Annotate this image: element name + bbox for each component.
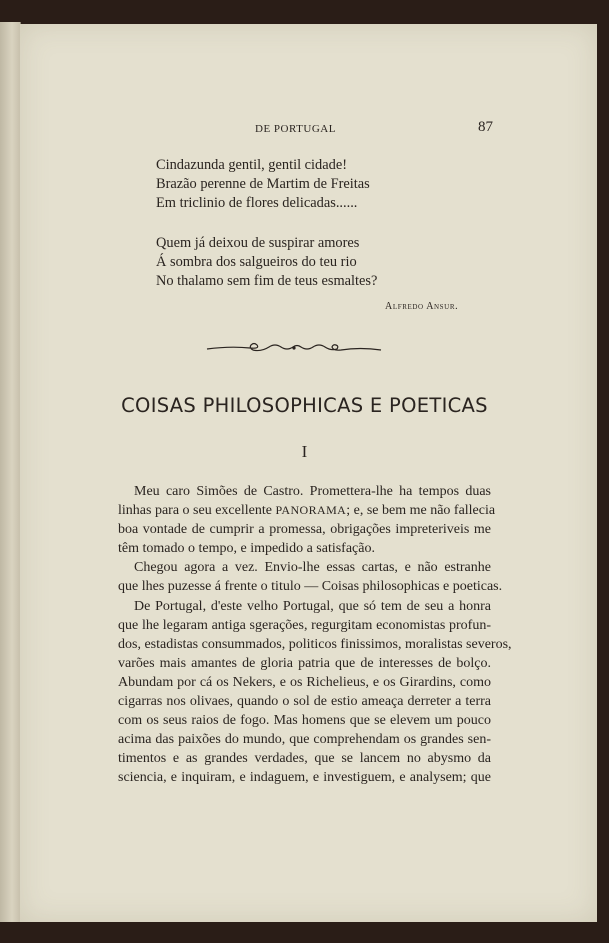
paragraph-line: sciencia, e inquiram, e indaguem, e investiguem, e analysem; que (118, 770, 491, 786)
poem-line: No thalamo sem fim de teus esmaltes? (156, 273, 378, 289)
book-spine-edge (0, 22, 21, 922)
paragraph-line: boa vontade de cumprir a promessa, obrigações impreteriveis me (118, 522, 491, 538)
paragraph-line: têm tomado o tempo, e impedido a satisfação. (118, 541, 375, 557)
paragraph-line: linhas para o seu excellente PANORAMA; e, se bem me não fallecia (118, 503, 496, 519)
poem-line: Brazão perenne de Martim de Freitas (156, 176, 370, 192)
poem-line: Á sombra dos salgueiros do teu rio (156, 254, 357, 270)
section-number: I (301, 442, 308, 461)
poem-stanza-2 (156, 234, 377, 291)
running-head: DE PORTUGAL (255, 123, 336, 135)
paragraph-line: cigarras nos olivaes, quando o sol de estio ameaça derreter a terra (118, 694, 491, 710)
paragraph-line: com os seus raios de fogo. Mas homens que se elevem um pouco (118, 713, 491, 729)
paragraph-line: De Portugal, d'este velho Portugal, que só tem de seu a honra (134, 598, 491, 614)
paragraph-line: varões mais amantes de gloria patria que de interesses de bolço. (118, 655, 491, 671)
poem-author: Alfredo Ansur. (385, 301, 459, 312)
paragraph-line: Abundam por cá os Nekers, e os Richelieus, e os Girardins, como (118, 674, 491, 690)
paragraph-line: dos, estadistas consummados, politicos finissimos, moralistas severos, (118, 636, 512, 652)
paragraph-line: que lhe legaram antiga sgerações, regurgitam economistas profun- (118, 617, 491, 633)
paragraph-line: timentos e as grandes verdades, que se lancem no abysmo da (118, 751, 491, 767)
poem-line: Cindazunda gentil, gentil cidade! (156, 157, 348, 173)
paragraph-line: Chegou agora a vez. Envio-lhe essas cartas, e não estranhe (134, 560, 491, 576)
flourish-divider-icon (205, 339, 383, 357)
poem-stanza-1 (156, 156, 370, 213)
body-text (118, 482, 512, 788)
paragraph-line: acima das paixões do mundo, que comprehendam os grandes sen- (118, 732, 491, 748)
page-number: 87 (478, 119, 493, 135)
poem-line: Em triclinio de flores delicadas...... (156, 195, 358, 211)
paragraph-line: Meu caro Simões de Castro. Prometterа-lhe ha tempos duas (134, 484, 491, 499)
poem-line: Quem já deixou de suspirar amores (156, 235, 360, 251)
paragraph-line: que lhes puzesse á frente o titulo — Coisas philosophicas e poeticas. (118, 579, 503, 595)
section-title: COISAS PHILOSOPHICAS E POETICAS (121, 394, 488, 417)
